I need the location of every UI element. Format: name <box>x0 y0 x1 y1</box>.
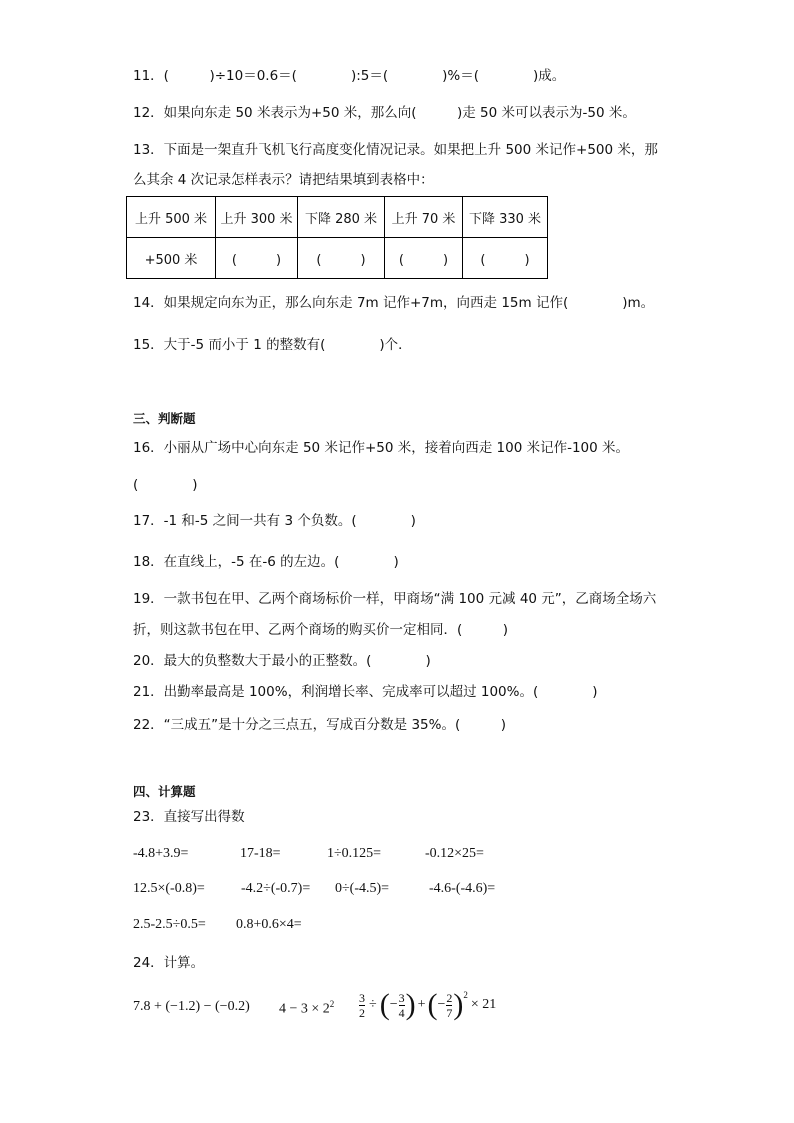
question-22: 22．“三成五”是十分之三点五，写成百分数是 35%。( ) <box>133 717 506 733</box>
expression-3: $\frac{3}{2}$ ÷ ( − $\frac{3}{4}$ ) + ( − $\frac{2}{7}$ ) $^2$ × 21 <box>359 988 497 1021</box>
answer-blank[interactable]: ( ) <box>385 238 463 279</box>
table-value-cell: +500 米 <box>127 238 216 279</box>
calc-item: -0.12×25= <box>425 846 484 861</box>
answer-blank[interactable]: ( ) <box>463 238 548 279</box>
table-header-cell: 上升 500 米 <box>127 197 216 238</box>
altitude-record-table <box>126 196 548 279</box>
answer-blank[interactable]: ( ) <box>216 238 298 279</box>
table-header-cell: 下降 330 米 <box>463 197 548 238</box>
question-11: 11．( )÷10＝0.6＝( ):5＝( )%＝( )成。 <box>133 68 566 84</box>
expression-2-base: 4 − 3 × 2 <box>279 1001 330 1017</box>
calc-item: 17-18= <box>240 846 281 861</box>
expression-2 <box>279 999 334 1018</box>
table-header-row <box>127 197 548 238</box>
question-18: 18．在直线上，-5 在-6 的左边。( ) <box>133 554 399 570</box>
expression-2-exponent: 2 <box>329 999 335 1009</box>
table-header-cell: 上升 300 米 <box>216 197 298 238</box>
question-13-line2: 么其余 4 次记录怎样表示？请把结果填到表格中： <box>133 172 434 188</box>
question-15: 15．大于-5 而小于 1 的整数有( )个． <box>133 337 412 353</box>
question-23: 23．直接写出得数 <box>133 809 245 825</box>
fraction-3-2: $\frac{3}{2}$ <box>359 990 365 1020</box>
question-16-blank[interactable]: ( ) <box>133 477 198 493</box>
calc-item: 0÷(-4.5)= <box>335 881 390 896</box>
question-17: 17．-1 和-5 之间一共有 3 个负数。( ) <box>133 513 416 529</box>
question-14: 14．如果规定向东为正，那么向东走 7m 记作+7m，向西走 15m 记作( )m。 <box>133 295 655 311</box>
calc-item: 1÷0.125= <box>327 846 382 861</box>
table-header-cell: 下降 280 米 <box>298 197 385 238</box>
calc-item: -4.6-(-4.6)= <box>429 881 496 896</box>
calc-item: 2.5-2.5÷0.5= <box>133 917 206 932</box>
calc-item: 12.5×(-0.8)= <box>133 881 205 896</box>
calc-item: -4.8+3.9= <box>133 846 189 861</box>
question-20: 20．最大的负整数大于最小的正整数。( ) <box>133 653 431 669</box>
expression-1: 7.8 + (−1.2) − (−0.2) <box>133 999 250 1014</box>
section-title-calculation: 四、计算题 <box>133 784 196 799</box>
question-21: 21．出勤率最高是 100%，利润增长率、完成率可以超过 100%。( ) <box>133 684 598 700</box>
question-13-line1: 13．下面是一架直升飞机飞行高度变化情况记录。如果把上升 500 米记作+500 米，那 <box>133 142 658 158</box>
calc-item: 0.8+0.6×4= <box>236 917 302 932</box>
question-19-line2: 折，则这款书包在甲、乙两个商场的购买价一定相同．( ) <box>133 622 509 638</box>
section-title-judgement: 三、判断题 <box>133 411 196 426</box>
fraction-2-7: $\frac{2}{7}$ <box>446 990 453 1020</box>
expression-3-exponent: 2 <box>463 990 468 1000</box>
table-value-row <box>127 238 548 279</box>
question-12: 12．如果向东走 50 米表示为+50 米，那么向( )走 50 米可以表示为-50 米。 <box>133 105 636 121</box>
table-header-cell: 上升 70 米 <box>385 197 463 238</box>
calc-item: -4.2÷(-0.7)= <box>241 881 311 896</box>
answer-blank[interactable]: ( ) <box>298 238 385 279</box>
question-19-line1: 19．一款书包在甲、乙两个商场标价一样，甲商场“满 100 元减 40 元”，乙商场全场六 <box>133 591 657 607</box>
question-16: 16．小丽从广场中心向东走 50 米记作+50 米，接着向西走 100 米记作-100 米。 <box>133 440 629 456</box>
question-24: 24．计算。 <box>133 955 205 971</box>
fraction-3-4: $\frac{3}{4}$ <box>398 990 405 1020</box>
